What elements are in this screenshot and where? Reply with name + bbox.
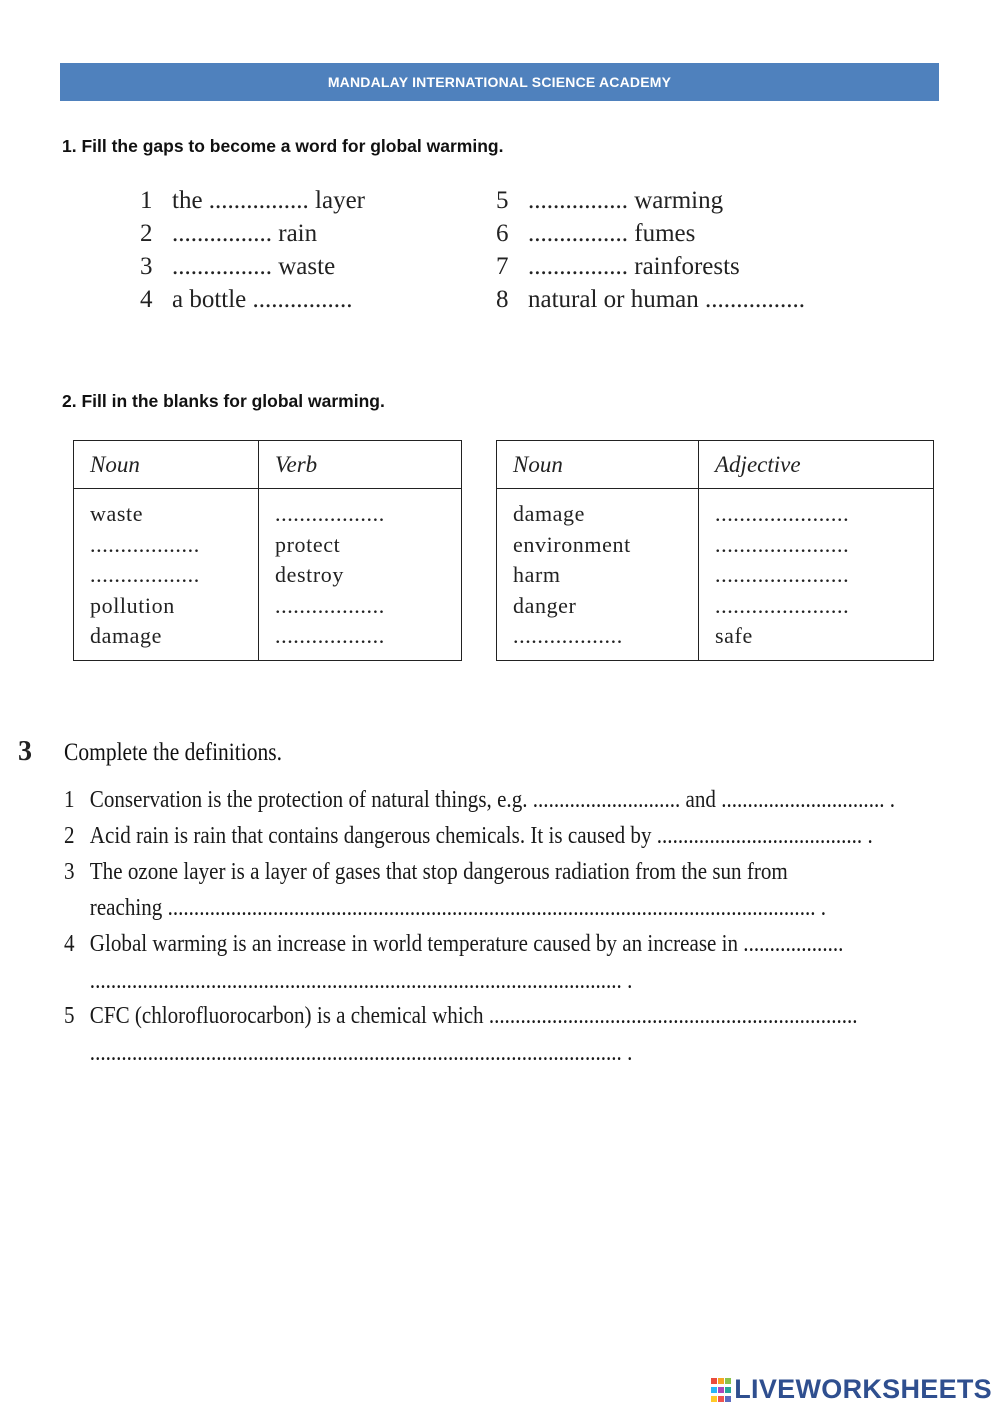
blank-cell[interactable]: ......................: [715, 531, 850, 557]
section-2-heading: 2. Fill in the blanks for global warming.: [62, 391, 385, 411]
blank-cell[interactable]: ..................: [275, 623, 385, 648]
table-cell: safe: [715, 623, 753, 648]
gap-item[interactable]: 1 the ................ layer: [140, 187, 366, 214]
definition-line: 3 The ozone layer is a layer of gases that stop dangerous radiation from the sun from: [64, 858, 788, 885]
gap-item[interactable]: 5 ................ warming: [496, 187, 724, 214]
table-cell: danger: [513, 592, 577, 618]
noun-column: [74, 489, 259, 661]
definition-line[interactable]: ..................................................................................................... .: [89, 967, 633, 994]
blank-cell[interactable]: ......................: [715, 501, 850, 526]
gap-item[interactable]: 2 ................ rain: [140, 220, 318, 247]
noun-column: [497, 489, 699, 661]
blank-cell[interactable]: ......................: [715, 562, 850, 587]
definition-line[interactable]: 5 CFC (chlorofluorocarbon) is a chemical which ......................................................................: [64, 1002, 858, 1029]
blank-cell[interactable]: ..................: [275, 592, 385, 618]
table-cell: destroy: [275, 562, 344, 587]
definition-line[interactable]: 1 Conservation is the protection of natural things, e.g. ............................ and ............................... .: [64, 786, 896, 813]
gap-item[interactable]: 8 natural or human ................: [496, 286, 806, 313]
definition-line[interactable]: ..................................................................................................... .: [89, 1039, 633, 1066]
table-cell: damage: [513, 501, 586, 526]
blank-cell[interactable]: ..................: [513, 623, 623, 648]
table-cell: waste: [90, 501, 144, 526]
noun-adjective-table: [496, 440, 934, 661]
blank-cell[interactable]: ......................: [715, 592, 850, 618]
gap-item[interactable]: 3 ................ waste: [140, 253, 336, 280]
table-cell: harm: [513, 562, 561, 587]
liveworksheets-logo-icon: [711, 1378, 731, 1402]
gap-item[interactable]: 4 a bottle ................: [140, 286, 353, 313]
school-title: MANDALAY INTERNATIONAL SCIENCE ACADEMY: [327, 74, 672, 90]
column-header-verb: Verb: [259, 441, 462, 489]
table-cell: protect: [275, 531, 341, 557]
liveworksheets-brand: [711, 1374, 992, 1405]
brand-text: LIVEWORKSHEETS: [734, 1374, 992, 1404]
section-1-heading: 1. Fill the gaps to become a word for global warming.: [62, 136, 504, 156]
blank-cell[interactable]: ..................: [275, 501, 385, 526]
column-header-noun: Noun: [497, 441, 699, 489]
gap-item[interactable]: 6 ................ fumes: [496, 220, 696, 247]
verb-column: [259, 489, 462, 661]
definition-line[interactable]: 4 Global warming is an increase in world temperature caused by an increase in ...................: [64, 930, 844, 957]
definition-line[interactable]: reaching ........................................................................................................................... .: [89, 894, 827, 921]
table-cell: pollution: [90, 592, 175, 618]
section-3-title: Complete the definitions.: [64, 739, 282, 766]
table-cell: environment: [513, 531, 631, 557]
column-header-noun: Noun: [74, 441, 259, 489]
section-3-number: 3: [18, 736, 32, 767]
column-header-adjective: Adjective: [699, 441, 934, 489]
table-cell: damage: [90, 623, 163, 648]
noun-verb-table: [73, 440, 462, 661]
blank-cell[interactable]: ..................: [90, 531, 200, 557]
definition-line[interactable]: 2 Acid rain is rain that contains dangerous chemicals. It is caused by ....................................... .: [64, 822, 873, 849]
blank-cell[interactable]: ..................: [90, 562, 200, 587]
adjective-column: [699, 489, 934, 661]
header-bar: [60, 63, 939, 101]
gap-item[interactable]: 7 ................ rainforests: [496, 253, 740, 280]
